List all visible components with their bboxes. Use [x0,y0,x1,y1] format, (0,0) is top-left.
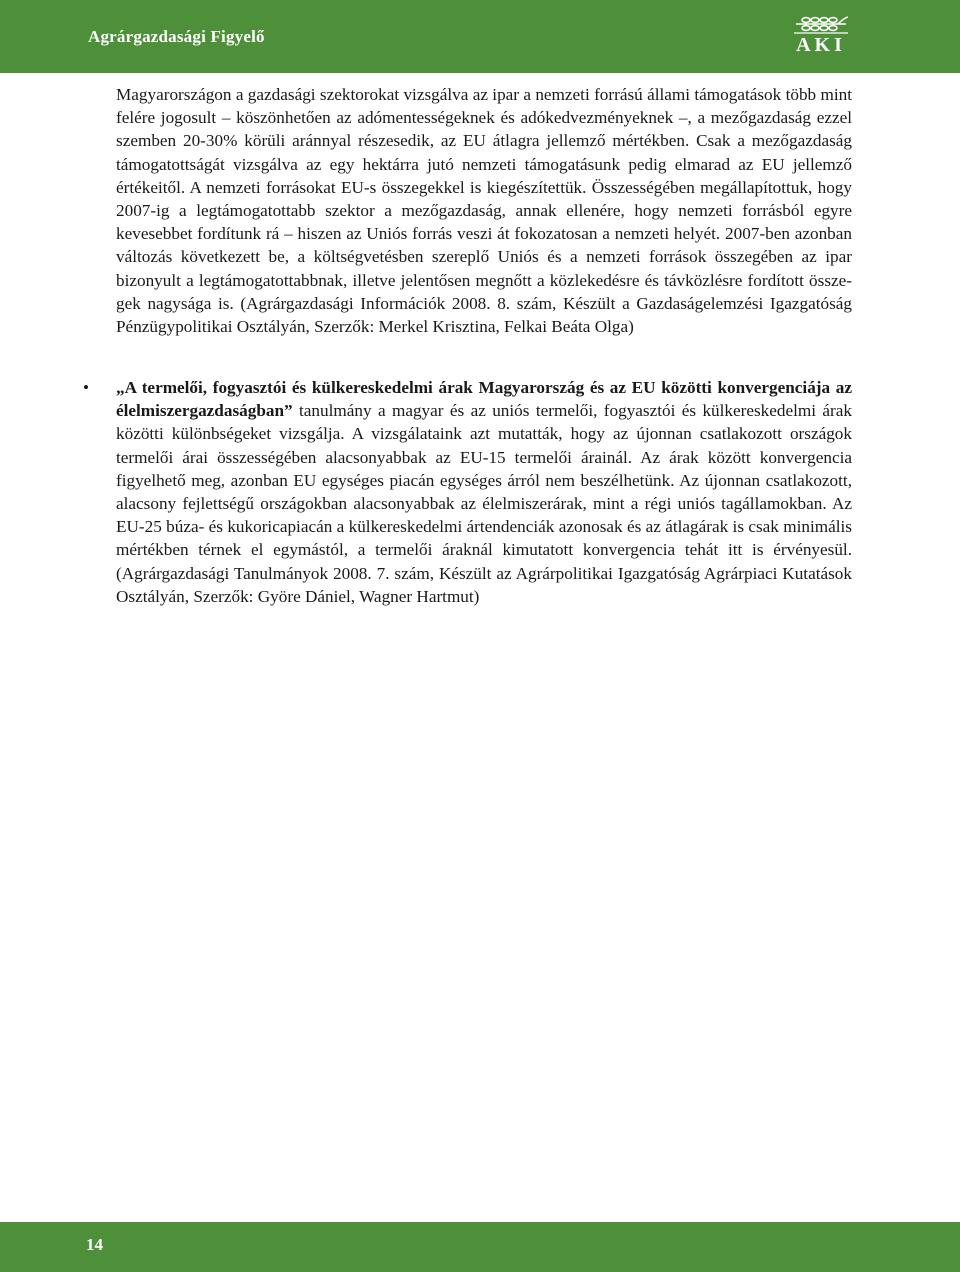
aki-logo [792,14,850,62]
wheat-ear-icon [792,14,850,34]
publication-title: Agrárgazdasági Figyelő [88,27,265,46]
page-footer [0,1222,960,1272]
study-title: „A termelői, fogyasztói és külkereskedelmi árak Magyarország és az EU közötti konvergenciája az élelmiszergazdaságban” [116,378,852,421]
study-description: tanulmány a magyar és az uniós termelői, fogyasztói és külkereskedelmi árak közötti különbségeket vizsgálja. A vizsgálataink azt mutatták, hogy az újonnan csatlakozott országok termelői árai összességében alacsonyabbak az EU-15 termelői árainál. Az árak között konvergencia figyelhető meg, azonban EU egységes piacán egységes árról nem beszélhetünk. Az újonnan csatlakozott, alacsony fejlettségű országokban alacsonyabbak az élelmiszerárak, mint a régi uniós tagállamokban. Az EU-25 búza- és kukoricapiacán a külkereskedelmi ártendenciák azonosak és az átlagárak is csak minimális mértékben térnek el egymástól, a termelői áraknál kimutatott konvergencia tehát itt is érvényesül. (Agrárgazdasági Tanulmányok 2008. 7. szám, Készült az Agrárpolitikai Igazgatóság Agrárpiaci Kutatások Osztályán, Szerzők: Györe Dániel, Wagner Hartmut) [116,401,852,606]
paragraph-1: Magyarországon a gazdasági szektorokat vizsgálva az ipar a nemzeti forrású állami támogatások több mint felére jogosult – köszönhetően az adómentességeknek és adókedvezményeknek –, a mezőgazdaság ezzel szemben 20-30% körüli aránnyal részesedik, az EU átlagra jellemző mértékben. Csak a mezőgazdaság támogatottságát vizsgálva az egy hektárra jutó nemzeti támogatásunk pedig elmarad az EU jellemző értékeitől. A nemzeti forrásokat EU-s összegekkel is kiegészítettük. Összességében megállapítottuk, hogy 2007-ig a legtámogatottabb szektor a mezőgazdaság, annak ellenére, hogy nemzeti forrásból egyre kevesebbet fordítunk rá – hiszen az Uniós forrás veszi át fokozatosan a nemzeti helyét. 2007-ben azonban változás következett be, a költségvetésben szereplő Uniós és a nemzeti források összegében az ipar bizonyult a legtámogatottabbnak, illetve jelentősen megnőtt a közlekedésre és távközlésre fordított összegek nagysága is. (Agrárgazdasági Információk 2008. 8. szám, Készült a Gazdaságelemzési Igazgatóság Pénzügypolitikai Osztályán, Szerzők: Merkel Krisztina, Felkai Beáta Olga) [116,85,852,337]
paragraph-2 [116,376,852,608]
page-number: 14 [86,1235,103,1254]
logo-text: AKI [796,34,846,56]
page-header [0,0,960,73]
bullet-symbol: • [83,378,90,397]
